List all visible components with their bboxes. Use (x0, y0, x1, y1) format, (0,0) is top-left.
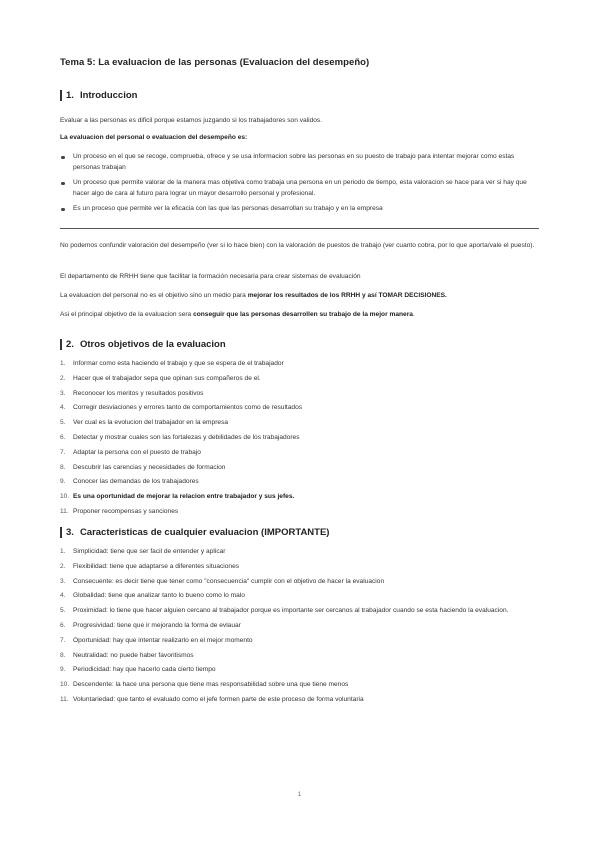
section-heading-caracteristicas (60, 527, 329, 538)
list-item-number: 5. (60, 607, 66, 615)
paragraph-rrhh: El departamento de RRHH tiene que facilitar la formación necesaria para crear sistemas de evaluación (60, 273, 361, 280)
list-item (60, 389, 540, 400)
list-item (60, 547, 540, 558)
list-item (60, 665, 540, 676)
list-item-text: Informar como esta haciendo el trabajo y que se espera de el trabajador (73, 360, 284, 367)
paragraph-bold-text: mejorar los resultados de los RRHH y así TOMAR DECISIONES. (247, 292, 447, 299)
characteristics-list (60, 547, 540, 710)
section-title: Introduccion (79, 90, 138, 101)
section-heading-introduccion (60, 90, 137, 101)
list-item-number: 3. (60, 577, 66, 585)
list-item-text: Voluntariedad: que tanto el evaluado como el jefe formen parte de este proceso de forma voluntaria (73, 695, 364, 703)
list-item-text: Progresividad: tiene que ir mejorando la forma de evlauar (73, 621, 241, 629)
list-item-text: Periodicidad: hay que hacerlo cada cierto tiempo (73, 666, 216, 674)
list-item-text: Un proceso que permite valorar de la manera mas objetiva como trabaja una persona en un periodo de tiempo, esta valoracion se hace para ver si hay que hacer algo de cara al futuro para lograr un mayor desarrollo personal y profesional. (73, 179, 527, 197)
section-number: 3. (66, 527, 74, 538)
list-item (60, 695, 540, 706)
list-item (60, 606, 540, 617)
list-item (60, 577, 540, 588)
heading-bar (60, 339, 62, 350)
paragraph-objetivo (60, 310, 540, 321)
list-item-text: Conocer las demandas de los trabajadores (73, 478, 199, 486)
list-item-text: Descendente: la hace una persona que tiene mas responsabilidad sobre una que tiene menos (73, 681, 349, 689)
list-item (60, 463, 540, 474)
list-item (60, 636, 540, 647)
list-item (60, 562, 540, 573)
document-title: Tema 5: La evaluacion de las personas (Evaluacion del desempeño) (60, 57, 370, 68)
section-number: 1. (66, 90, 74, 101)
list-item-number: 1. (60, 360, 66, 367)
paragraph-valoracion: No podemos confundir valoración del desempeño (ver si lo hace bien) con la valoración de puestos de trabajo (ver cuanto cobra, por lo que aporta/vale el puesto). (60, 242, 535, 249)
bullet-icon (61, 208, 65, 212)
list-item (60, 152, 540, 173)
list-item-text: Un proceso en el que se recoge, comprueba, ofrece y se usa informacion sobre las personas en su puesto de trabajo para intentar mejorar como estas personas trabajan (73, 153, 515, 171)
list-item-number: 9. (60, 666, 66, 674)
list-item-text: Reconocer los meritos y resultados positivos (73, 389, 204, 397)
list-item-text: Es un proceso que permite ver la eficacia con las que las personas desarrollan su trabajo y en la empresa (73, 205, 383, 212)
intro-paragraph: Evaluar a las personas es dificil porque estamos juzgando si los trabajadores son validos. (60, 117, 323, 124)
paragraph-medio (60, 291, 540, 302)
list-item (60, 433, 540, 444)
definition-lead (60, 133, 540, 144)
list-item-number: 3. (60, 389, 66, 397)
list-item (60, 507, 540, 518)
list-item-number: 6. (60, 621, 66, 629)
definition-lead-text: La evaluacion del personal o evaluacion del desempeño es: (60, 134, 248, 141)
list-item (60, 178, 540, 199)
list-item-number: 8. (60, 651, 66, 659)
list-item-number: 4. (60, 592, 66, 600)
list-item-number: 7. (60, 636, 66, 644)
paragraph-text: . (412, 311, 415, 318)
list-item-text: Consecuente: es decir tiene que tener como "consecuencia" cumplir con el objetivo de hacer la evaluacion (73, 577, 385, 585)
list-item-number: 7. (60, 448, 66, 456)
list-item-number: 8. (60, 463, 66, 471)
list-item-number: 4. (60, 404, 66, 412)
list-item-number: 9. (60, 478, 66, 486)
list-item-number: 2. (60, 374, 66, 382)
list-item (60, 492, 540, 503)
paragraph-bold-text: conseguir que las personas desarrollen su trabajo de la mejor manera (193, 311, 413, 318)
list-item-text: Descubrir las carencias y necesidades de formacion (73, 463, 226, 471)
section-number: 2. (66, 339, 74, 350)
list-item-text: Oportunidad: hay que intentar realizarlo en el mejor momento (73, 636, 253, 644)
list-item-text: Adaptar la persona con el puesto de trabajo (73, 448, 201, 456)
list-item-text: Globalidad: tiene que analizar tanto lo bueno como lo malo (73, 592, 245, 600)
section-heading-objetivos (60, 339, 226, 350)
list-item (60, 374, 540, 385)
horizontal-divider (60, 228, 539, 229)
list-item-text: Proponer recompensas y sanciones (73, 507, 179, 515)
list-item-text: Simplicidad: tiene que ser facil de entender y aplicar (73, 548, 226, 555)
list-item (60, 403, 540, 414)
list-item (60, 448, 540, 459)
list-item-text: Es una oportunidad de mejorar la relacion entre trabajador y sus jefes. (73, 493, 295, 501)
heading-bar (60, 527, 62, 538)
list-item (60, 680, 540, 691)
bullet-icon (61, 182, 65, 186)
list-item (60, 359, 540, 370)
list-item (60, 418, 540, 429)
list-item-text: Hacer que el trabajador sepa que opinan sus compañeros de el. (73, 374, 261, 382)
list-item-text: Proximidad: lo tiene que hacer alguien cercano al trabajador porque es importante ser cercanos al trabajador cuando se esta haciendo la evaluacion. (73, 607, 509, 615)
list-item-number: 6. (60, 433, 66, 441)
list-item-number: 11. (60, 695, 69, 703)
paragraph-text: Asi el principal objetivo de la evaluacion sera (60, 311, 194, 318)
list-item-number: 1. (60, 548, 66, 555)
list-item-text: Flexibilidad: tiene que adaptarse a diferentes situaciones (73, 562, 240, 570)
definition-list (60, 152, 540, 215)
list-item-number: 10. (60, 493, 70, 501)
list-item-text: Detectar y mostrar cuales son las fortalezas y debilidades de los trabajadores (73, 433, 300, 441)
list-item (60, 651, 540, 662)
heading-bar (60, 90, 62, 101)
list-item-text: Ver cual es la evolucion del trabajador en la empresa (73, 419, 229, 427)
paragraph-text: La evaluacion del personal no es el objetivo sino un medio para (60, 292, 248, 299)
section-title: Otros objetivos de la evaluacion (79, 339, 226, 350)
list-item (60, 591, 540, 602)
list-item-text: Corregir desviaciones y errores tanto de comportamientos como de resultados (73, 404, 303, 412)
list-item-number: 5. (60, 419, 66, 427)
list-item-number: 11. (60, 507, 69, 515)
page-number: 1 (297, 792, 302, 798)
list-item (60, 621, 540, 632)
section-title: Caracteristicas de cualquier evaluacion (IMPORTANTE) (79, 527, 330, 538)
list-item (60, 204, 540, 215)
objectives-list (60, 359, 540, 522)
list-item-number: 10. (60, 681, 70, 689)
list-item-text: Neutralidad: no puede haber favoritismos (73, 651, 194, 659)
list-item (60, 477, 540, 488)
list-item-number: 2. (60, 562, 66, 570)
bullet-icon (61, 156, 65, 160)
